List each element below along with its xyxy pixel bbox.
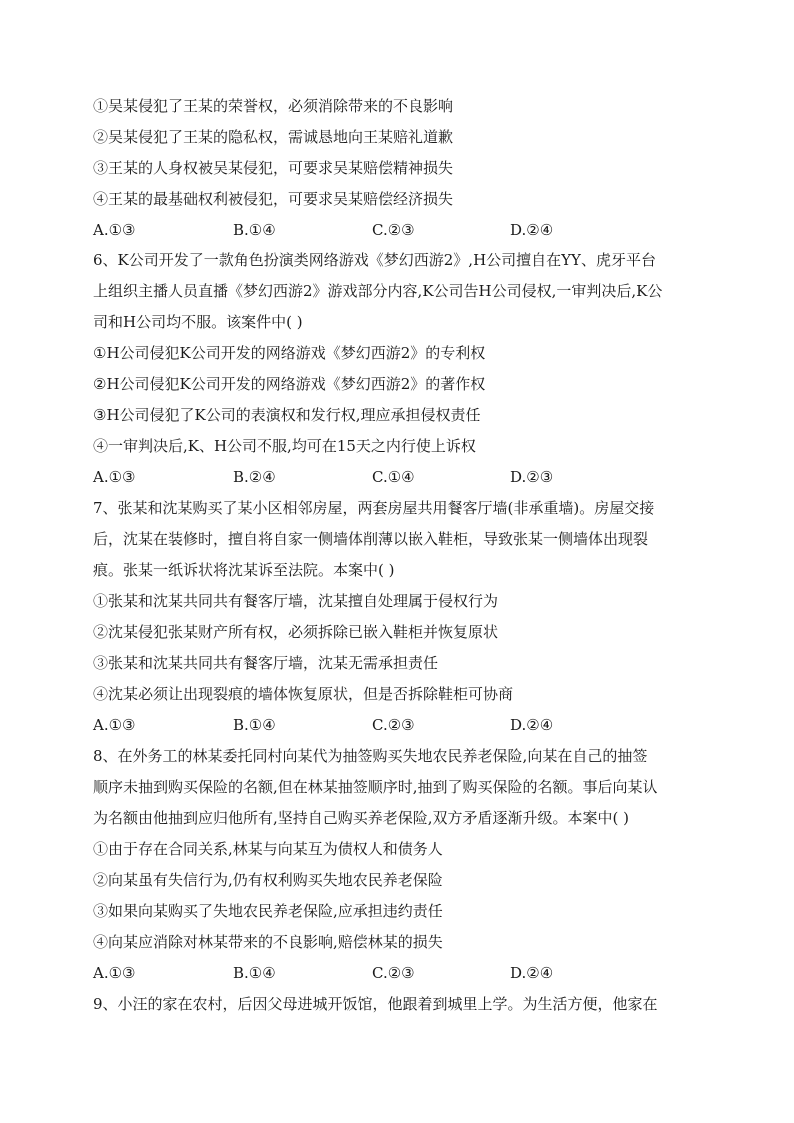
q7-statement-3: ③张某和沈某共同共有餐客厅墙，沈某无需承担责任	[93, 654, 439, 672]
q5-option-c: C.②③	[372, 221, 415, 239]
q6-statement-4: ④一审判决后,K、H公司不服,均可在15天之内行使上诉权	[93, 437, 476, 455]
q5-option-a: A.①③	[93, 221, 136, 239]
q7-stem-line-3: 痕。张某一纸诉状将沈某诉至法院。本案中( )	[93, 561, 395, 579]
q5-statement-4: ④王某的最基础权利被侵犯，可要求吴某赔偿经济损失	[93, 190, 454, 208]
q6-option-d: D.②③	[510, 468, 554, 486]
q8-statement-3: ③如果向某购买了失地农民养老保险,应承担违约责任	[93, 902, 443, 920]
q8-option-b: B.①④	[233, 964, 276, 982]
q8-option-c: C.②③	[372, 964, 415, 982]
q7-option-b: B.①④	[233, 716, 276, 734]
q8-statement-2: ②向某虽有失信行为,仍有权利购买失地农民养老保险	[93, 871, 443, 889]
q7-statement-4: ④沈某必须让出现裂痕的墙体恢复原状，但是否拆除鞋柜可协商	[93, 685, 514, 703]
q8-statement-4: ④向某应消除对林某带来的不良影响,赔偿林某的损失	[93, 933, 443, 951]
q5-statement-1: ①吴某侵犯了王某的荣誉权，必须消除带来的不良影响	[93, 97, 454, 115]
q6-statement-1: ①H公司侵犯K公司开发的网络游戏《梦幻西游2》的专利权	[93, 344, 486, 362]
q8-stem-line-2: 顺序未抽到购买保险的名额,但在林某抽签顺序时,抽到了购买保险的名额。事后向某认	[93, 778, 658, 796]
q7-statement-2: ②沈某侵犯张某财产所有权，必须拆除已嵌入鞋柜并恢复原状	[93, 623, 499, 641]
q9-stem-line-1: 9、小汪的家在农村，后因父母进城开饭馆，他跟着到城里上学。为生活方便，他家在	[93, 995, 658, 1013]
q5-option-b: B.①④	[233, 221, 276, 239]
q8-option-d: D.②④	[510, 964, 554, 982]
q6-stem-line-2: 上组织主播人员直播《梦幻西游2》游戏部分内容,K公司告H公司侵权,一审判决后,K公	[93, 282, 663, 300]
q7-option-c: C.②③	[372, 716, 415, 734]
q7-stem-line-1: 7、张某和沈某购买了某小区相邻房屋，两套房屋共用餐客厅墙(非承重墙)。房屋交接	[93, 499, 655, 517]
q6-stem-line-3: 司和H公司均不服。该案件中( )	[93, 313, 303, 331]
q8-stem-line-1: 8、在外务工的林某委托同村向某代为抽签购买失地农民养老保险,向某在自己的抽签	[93, 747, 648, 765]
q7-option-d: D.②④	[510, 716, 554, 734]
q5-statement-2: ②吴某侵犯了王某的隐私权，需诚恳地向王某赔礼道歉	[93, 128, 454, 146]
q8-option-a: A.①③	[93, 964, 136, 982]
q7-statement-1: ①张某和沈某共同共有餐客厅墙，沈某擅自处理属于侵权行为	[93, 592, 499, 610]
q7-option-a: A.①③	[93, 716, 136, 734]
q5-statement-3: ③王某的人身权被吴某侵犯，可要求吴某赔偿精神损失	[93, 159, 454, 177]
q6-option-c: C.①④	[372, 468, 415, 486]
q6-statement-2: ②H公司侵犯K公司开发的网络游戏《梦幻西游2》的著作权	[93, 375, 486, 393]
q8-stem-line-3: 为名额由他抽到应归他所有,坚持自己购买养老保险,双方矛盾逐渐升级。本案中( )	[93, 809, 630, 827]
q7-stem-line-2: 后，沈某在装修时，擅自将自家一侧墙体削薄以嵌入鞋柜，导致张某一侧墙体出现裂	[93, 530, 649, 548]
q8-statement-1: ①由于存在合同关系,林某与向某互为债权人和债务人	[93, 840, 443, 858]
q5-option-d: D.②④	[510, 221, 554, 239]
q6-statement-3: ③H公司侵犯了K公司的表演权和发行权,理应承担侵权责任	[93, 406, 481, 424]
q6-option-a: A.①③	[93, 468, 136, 486]
q6-option-b: B.②④	[233, 468, 276, 486]
q6-stem-line-1: 6、K公司开发了一款角色扮演类网络游戏《梦幻西游2》,H公司擅自在YY、虎牙平台	[93, 251, 656, 269]
